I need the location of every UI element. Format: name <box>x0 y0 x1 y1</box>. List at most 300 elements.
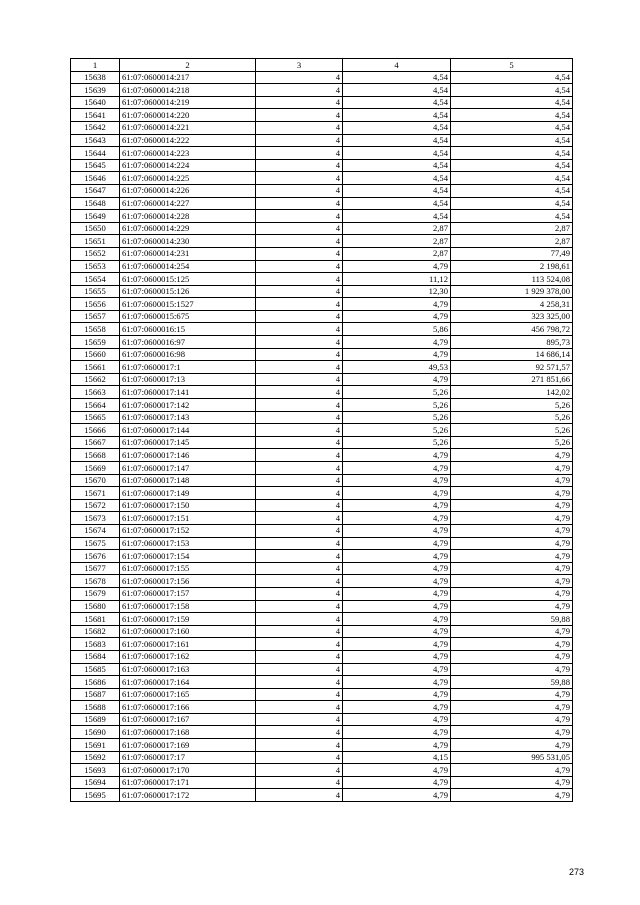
row-index-cell: 15662 <box>71 373 120 386</box>
value-cell: 2 198,61 <box>451 260 573 273</box>
rate-cell: 4,79 <box>343 587 451 600</box>
row-index-cell: 15644 <box>71 147 120 160</box>
cadastral-number-cell: 61:07:0600017:153 <box>120 537 256 550</box>
page-number: 273 <box>568 867 584 877</box>
cadastral-number-cell: 61:07:0600014:220 <box>120 109 256 122</box>
category-cell: 4 <box>256 713 343 726</box>
table-row <box>71 512 573 525</box>
rate-cell: 4,54 <box>343 184 451 197</box>
row-index-cell: 15648 <box>71 197 120 210</box>
category-cell: 4 <box>256 638 343 651</box>
row-index-cell: 15659 <box>71 336 120 349</box>
table-row <box>71 613 573 626</box>
cadastral-number-cell: 61:07:0600017:141 <box>120 386 256 399</box>
cadastral-number-cell: 61:07:0600014:227 <box>120 197 256 210</box>
table-row <box>71 172 573 185</box>
table-row <box>71 487 573 500</box>
category-cell: 4 <box>256 676 343 689</box>
cadastral-number-cell: 61:07:0600017:168 <box>120 726 256 739</box>
category-cell: 4 <box>256 159 343 172</box>
row-index-cell: 15678 <box>71 575 120 588</box>
table-body <box>71 71 573 801</box>
table-row <box>71 663 573 676</box>
table-row <box>71 537 573 550</box>
cadastral-number-cell: 61:07:0600014:230 <box>120 235 256 248</box>
column-header-2: 2 <box>120 59 256 72</box>
category-cell: 4 <box>256 184 343 197</box>
cadastral-number-cell: 61:07:0600015:125 <box>120 273 256 286</box>
row-index-cell: 15674 <box>71 524 120 537</box>
cadastral-number-cell: 61:07:0600017:155 <box>120 562 256 575</box>
cadastral-number-cell: 61:07:0600017:172 <box>120 789 256 802</box>
value-cell: 4,54 <box>451 71 573 84</box>
category-cell: 4 <box>256 298 343 311</box>
table-row <box>71 424 573 437</box>
category-cell: 4 <box>256 776 343 789</box>
row-index-cell: 15677 <box>71 562 120 575</box>
table-row <box>71 474 573 487</box>
rate-cell: 4,79 <box>343 449 451 462</box>
table-row <box>71 739 573 752</box>
rate-cell: 4,15 <box>343 751 451 764</box>
cadastral-number-cell: 61:07:0600014:224 <box>120 159 256 172</box>
cadastral-number-cell: 61:07:0600015:126 <box>120 285 256 298</box>
value-cell: 4,54 <box>451 109 573 122</box>
rate-cell: 5,26 <box>343 386 451 399</box>
row-index-cell: 15695 <box>71 789 120 802</box>
category-cell: 4 <box>256 575 343 588</box>
value-cell: 4,54 <box>451 197 573 210</box>
cadastral-number-cell: 61:07:0600017:152 <box>120 524 256 537</box>
rate-cell: 12,30 <box>343 285 451 298</box>
rate-cell: 4,79 <box>343 663 451 676</box>
row-index-cell: 15682 <box>71 625 120 638</box>
cadastral-number-cell: 61:07:0600014:226 <box>120 184 256 197</box>
table-row <box>71 121 573 134</box>
cadastral-number-cell: 61:07:0600017:148 <box>120 474 256 487</box>
cadastral-number-cell: 61:07:0600017:156 <box>120 575 256 588</box>
cadastral-number-cell: 61:07:0600017:162 <box>120 650 256 663</box>
table-row <box>71 676 573 689</box>
value-cell: 271 851,66 <box>451 373 573 386</box>
category-cell: 4 <box>256 273 343 286</box>
rate-cell: 4,54 <box>343 84 451 97</box>
row-index-cell: 15681 <box>71 613 120 626</box>
table-row <box>71 134 573 147</box>
category-cell: 4 <box>256 688 343 701</box>
column-header-3: 3 <box>256 59 343 72</box>
rate-cell: 4,79 <box>343 512 451 525</box>
cadastral-number-cell: 61:07:0600014:217 <box>120 71 256 84</box>
table-row <box>71 776 573 789</box>
value-cell: 4 258,31 <box>451 298 573 311</box>
rate-cell: 4,54 <box>343 71 451 84</box>
category-cell: 4 <box>256 739 343 752</box>
row-index-cell: 15688 <box>71 701 120 714</box>
category-cell: 4 <box>256 247 343 260</box>
value-cell: 4,54 <box>451 159 573 172</box>
table-row <box>71 260 573 273</box>
value-cell: 142,02 <box>451 386 573 399</box>
category-cell: 4 <box>256 336 343 349</box>
rate-cell: 4,79 <box>343 676 451 689</box>
table-row <box>71 499 573 512</box>
row-index-cell: 15639 <box>71 84 120 97</box>
category-cell: 4 <box>256 524 343 537</box>
category-cell: 4 <box>256 462 343 475</box>
row-index-cell: 15669 <box>71 462 120 475</box>
category-cell: 4 <box>256 562 343 575</box>
value-cell: 4,54 <box>451 84 573 97</box>
cadastral-value-table <box>70 58 573 802</box>
value-cell: 14 686,14 <box>451 348 573 361</box>
cadastral-number-cell: 61:07:0600015:1527 <box>120 298 256 311</box>
value-cell: 4,54 <box>451 121 573 134</box>
category-cell: 4 <box>256 134 343 147</box>
value-cell: 4,54 <box>451 147 573 160</box>
rate-cell: 4,79 <box>343 600 451 613</box>
row-index-cell: 15664 <box>71 399 120 412</box>
rate-cell: 4,79 <box>343 474 451 487</box>
value-cell: 995 531,05 <box>451 751 573 764</box>
cadastral-number-cell: 61:07:0600017:165 <box>120 688 256 701</box>
table-row <box>71 411 573 424</box>
category-cell: 4 <box>256 399 343 412</box>
value-cell: 4,79 <box>451 524 573 537</box>
value-cell: 4,79 <box>451 739 573 752</box>
table-row <box>71 147 573 160</box>
category-cell: 4 <box>256 84 343 97</box>
cadastral-number-cell: 61:07:0600017:150 <box>120 499 256 512</box>
cadastral-number-cell: 61:07:0600017:144 <box>120 424 256 437</box>
rate-cell: 4,79 <box>343 625 451 638</box>
table-row <box>71 273 573 286</box>
cadastral-number-cell: 61:07:0600014:229 <box>120 222 256 235</box>
rate-cell: 4,79 <box>343 713 451 726</box>
table-row <box>71 348 573 361</box>
table-row <box>71 449 573 462</box>
table-row <box>71 84 573 97</box>
rate-cell: 2,87 <box>343 247 451 260</box>
rate-cell: 4,79 <box>343 739 451 752</box>
category-cell: 4 <box>256 474 343 487</box>
value-cell: 4,79 <box>451 562 573 575</box>
cadastral-number-cell: 61:07:0600017:1 <box>120 361 256 374</box>
rate-cell: 4,54 <box>343 121 451 134</box>
table-row <box>71 336 573 349</box>
cadastral-number-cell: 61:07:0600016:97 <box>120 336 256 349</box>
value-cell: 2,87 <box>451 222 573 235</box>
table-row <box>71 789 573 802</box>
row-index-cell: 15691 <box>71 739 120 752</box>
row-index-cell: 15692 <box>71 751 120 764</box>
rate-cell: 4,79 <box>343 726 451 739</box>
value-cell: 895,73 <box>451 336 573 349</box>
rate-cell: 4,79 <box>343 789 451 802</box>
category-cell: 4 <box>256 726 343 739</box>
row-index-cell: 15673 <box>71 512 120 525</box>
category-cell: 4 <box>256 512 343 525</box>
row-index-cell: 15679 <box>71 587 120 600</box>
rate-cell: 4,79 <box>343 537 451 550</box>
cadastral-number-cell: 61:07:0600017:157 <box>120 587 256 600</box>
row-index-cell: 15651 <box>71 235 120 248</box>
rate-cell: 4,79 <box>343 650 451 663</box>
category-cell: 4 <box>256 386 343 399</box>
cadastral-number-cell: 61:07:0600017:145 <box>120 436 256 449</box>
value-cell: 113 524,08 <box>451 273 573 286</box>
rate-cell: 2,87 <box>343 235 451 248</box>
value-cell: 77,49 <box>451 247 573 260</box>
value-cell: 2,87 <box>451 235 573 248</box>
value-cell: 4,79 <box>451 537 573 550</box>
row-index-cell: 15641 <box>71 109 120 122</box>
rate-cell: 4,79 <box>343 260 451 273</box>
row-index-cell: 15676 <box>71 550 120 563</box>
cadastral-number-cell: 61:07:0600017:171 <box>120 776 256 789</box>
rate-cell: 4,54 <box>343 109 451 122</box>
cadastral-number-cell: 61:07:0600017:169 <box>120 739 256 752</box>
table-row <box>71 600 573 613</box>
table-row <box>71 298 573 311</box>
value-cell: 92 571,57 <box>451 361 573 374</box>
category-cell: 4 <box>256 650 343 663</box>
row-index-cell: 15686 <box>71 676 120 689</box>
cadastral-number-cell: 61:07:0600017:154 <box>120 550 256 563</box>
cadastral-number-cell: 61:07:0600017:147 <box>120 462 256 475</box>
row-index-cell: 15672 <box>71 499 120 512</box>
row-index-cell: 15655 <box>71 285 120 298</box>
rate-cell: 4,79 <box>343 336 451 349</box>
cadastral-number-cell: 61:07:0600014:228 <box>120 210 256 223</box>
row-index-cell: 15671 <box>71 487 120 500</box>
cadastral-number-cell: 61:07:0600017:142 <box>120 399 256 412</box>
table-row <box>71 386 573 399</box>
value-cell: 1 929 378,00 <box>451 285 573 298</box>
category-cell: 4 <box>256 121 343 134</box>
table-row <box>71 323 573 336</box>
rate-cell: 4,54 <box>343 172 451 185</box>
row-index-cell: 15638 <box>71 71 120 84</box>
value-cell: 4,79 <box>451 512 573 525</box>
category-cell: 4 <box>256 600 343 613</box>
category-cell: 4 <box>256 487 343 500</box>
table-row <box>71 197 573 210</box>
cadastral-number-cell: 61:07:0600016:98 <box>120 348 256 361</box>
rate-cell: 4,79 <box>343 499 451 512</box>
table-row <box>71 524 573 537</box>
rate-cell: 4,79 <box>343 462 451 475</box>
row-index-cell: 15684 <box>71 650 120 663</box>
column-header-4: 4 <box>343 59 451 72</box>
row-index-cell: 15668 <box>71 449 120 462</box>
table-row <box>71 638 573 651</box>
rate-cell: 4,79 <box>343 550 451 563</box>
rate-cell: 4,54 <box>343 197 451 210</box>
column-header-5: 5 <box>451 59 573 72</box>
category-cell: 4 <box>256 789 343 802</box>
row-index-cell: 15656 <box>71 298 120 311</box>
category-cell: 4 <box>256 285 343 298</box>
rate-cell: 4,79 <box>343 701 451 714</box>
rate-cell: 4,79 <box>343 764 451 777</box>
category-cell: 4 <box>256 71 343 84</box>
table-row <box>71 575 573 588</box>
value-cell: 4,79 <box>451 462 573 475</box>
table-row <box>71 235 573 248</box>
row-index-cell: 15645 <box>71 159 120 172</box>
value-cell: 4,79 <box>451 776 573 789</box>
row-index-cell: 15640 <box>71 96 120 109</box>
row-index-cell: 15642 <box>71 121 120 134</box>
cadastral-number-cell: 61:07:0600017:149 <box>120 487 256 500</box>
row-index-cell: 15687 <box>71 688 120 701</box>
table-row <box>71 562 573 575</box>
cadastral-number-cell: 61:07:0600017:166 <box>120 701 256 714</box>
table-row <box>71 109 573 122</box>
row-index-cell: 15646 <box>71 172 120 185</box>
value-cell: 4,79 <box>451 701 573 714</box>
rate-cell: 4,79 <box>343 298 451 311</box>
value-cell: 4,54 <box>451 172 573 185</box>
cadastral-number-cell: 61:07:0600017:163 <box>120 663 256 676</box>
value-cell: 5,26 <box>451 411 573 424</box>
table-row <box>71 587 573 600</box>
category-cell: 4 <box>256 348 343 361</box>
table-row <box>71 373 573 386</box>
rate-cell: 4,54 <box>343 96 451 109</box>
cadastral-number-cell: 61:07:0600017:159 <box>120 613 256 626</box>
value-cell: 4,79 <box>451 688 573 701</box>
row-index-cell: 15694 <box>71 776 120 789</box>
table-row <box>71 361 573 374</box>
table-row <box>71 688 573 701</box>
table-row <box>71 222 573 235</box>
table-row <box>71 550 573 563</box>
cadastral-number-cell: 61:07:0600014:254 <box>120 260 256 273</box>
row-index-cell: 15643 <box>71 134 120 147</box>
value-cell: 4,79 <box>451 474 573 487</box>
cadastral-number-cell: 61:07:0600014:223 <box>120 147 256 160</box>
value-cell: 59,88 <box>451 613 573 626</box>
rate-cell: 4,79 <box>343 613 451 626</box>
table-row <box>71 462 573 475</box>
value-cell: 4,79 <box>451 638 573 651</box>
category-cell: 4 <box>256 625 343 638</box>
value-cell: 4,79 <box>451 789 573 802</box>
cadastral-number-cell: 61:07:0600017:170 <box>120 764 256 777</box>
category-cell: 4 <box>256 663 343 676</box>
cadastral-number-cell: 61:07:0600014:218 <box>120 84 256 97</box>
value-cell: 4,54 <box>451 184 573 197</box>
table-header <box>71 59 573 72</box>
row-index-cell: 15650 <box>71 222 120 235</box>
value-cell: 4,54 <box>451 210 573 223</box>
category-cell: 4 <box>256 222 343 235</box>
rate-cell: 5,86 <box>343 323 451 336</box>
table-row <box>71 71 573 84</box>
rate-cell: 4,79 <box>343 310 451 323</box>
value-cell: 4,79 <box>451 713 573 726</box>
table-row <box>71 310 573 323</box>
value-cell: 456 798,72 <box>451 323 573 336</box>
table-row <box>71 764 573 777</box>
rate-cell: 4,79 <box>343 776 451 789</box>
category-cell: 4 <box>256 235 343 248</box>
table-row <box>71 726 573 739</box>
category-cell: 4 <box>256 172 343 185</box>
rate-cell: 4,79 <box>343 524 451 537</box>
rate-cell: 5,26 <box>343 399 451 412</box>
rate-cell: 5,26 <box>343 411 451 424</box>
value-cell: 323 325,00 <box>451 310 573 323</box>
category-cell: 4 <box>256 424 343 437</box>
row-index-cell: 15649 <box>71 210 120 223</box>
value-cell: 4,79 <box>451 487 573 500</box>
category-cell: 4 <box>256 260 343 273</box>
category-cell: 4 <box>256 96 343 109</box>
rate-cell: 5,26 <box>343 424 451 437</box>
rate-cell: 4,54 <box>343 134 451 147</box>
cadastral-number-cell: 61:07:0600014:221 <box>120 121 256 134</box>
category-cell: 4 <box>256 147 343 160</box>
category-cell: 4 <box>256 764 343 777</box>
row-index-cell: 15693 <box>71 764 120 777</box>
value-cell: 4,79 <box>451 650 573 663</box>
rate-cell: 5,26 <box>343 436 451 449</box>
cadastral-number-cell: 61:07:0600014:231 <box>120 247 256 260</box>
category-cell: 4 <box>256 210 343 223</box>
value-cell: 4,79 <box>451 625 573 638</box>
cadastral-number-cell: 61:07:0600017:160 <box>120 625 256 638</box>
value-cell: 4,79 <box>451 575 573 588</box>
table-row <box>71 285 573 298</box>
table-row <box>71 159 573 172</box>
category-cell: 4 <box>256 751 343 764</box>
category-cell: 4 <box>256 411 343 424</box>
category-cell: 4 <box>256 361 343 374</box>
row-index-cell: 15658 <box>71 323 120 336</box>
rate-cell: 4,54 <box>343 210 451 223</box>
row-index-cell: 15661 <box>71 361 120 374</box>
row-index-cell: 15652 <box>71 247 120 260</box>
value-cell: 5,26 <box>451 424 573 437</box>
row-index-cell: 15666 <box>71 424 120 437</box>
category-cell: 4 <box>256 373 343 386</box>
rate-cell: 4,54 <box>343 159 451 172</box>
table-row <box>71 184 573 197</box>
rate-cell: 4,79 <box>343 638 451 651</box>
value-cell: 4,79 <box>451 550 573 563</box>
row-index-cell: 15647 <box>71 184 120 197</box>
category-cell: 4 <box>256 613 343 626</box>
row-index-cell: 15680 <box>71 600 120 613</box>
category-cell: 4 <box>256 537 343 550</box>
cadastral-number-cell: 61:07:0600017:161 <box>120 638 256 651</box>
value-cell: 5,26 <box>451 436 573 449</box>
table-row <box>71 650 573 663</box>
row-index-cell: 15654 <box>71 273 120 286</box>
row-index-cell: 15675 <box>71 537 120 550</box>
value-cell: 4,79 <box>451 600 573 613</box>
row-index-cell: 15653 <box>71 260 120 273</box>
category-cell: 4 <box>256 550 343 563</box>
cadastral-number-cell: 61:07:0600017:13 <box>120 373 256 386</box>
table-row <box>71 713 573 726</box>
category-cell: 4 <box>256 499 343 512</box>
row-index-cell: 15685 <box>71 663 120 676</box>
rate-cell: 2,87 <box>343 222 451 235</box>
